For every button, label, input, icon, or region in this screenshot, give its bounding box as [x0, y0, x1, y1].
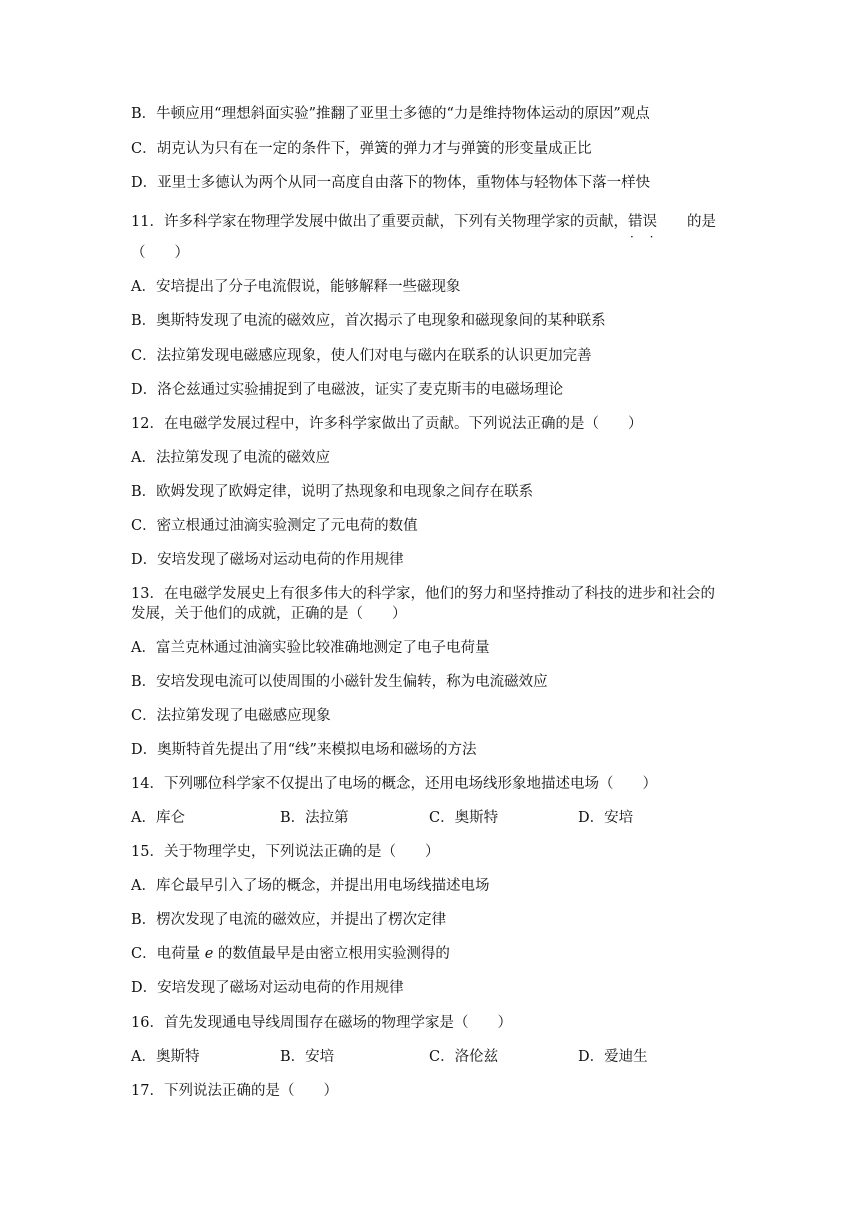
- q12-option-b: B．欧姆发现了欧姆定律，说明了热现象和电现象之间存在联系: [131, 484, 534, 500]
- q12-option-c: C．密立根通过油滴实验测定了元电荷的数值: [131, 518, 418, 534]
- q15-option-c-text: C．电荷量: [131, 946, 201, 962]
- q11-stem: [131, 212, 716, 232]
- q16-option-c: C．洛伦兹: [429, 1049, 499, 1065]
- q11-option-a: A．安培提出了分子电流假说，能够解释一些磁现象: [131, 279, 461, 295]
- q16-option-d: D．爱迪生: [578, 1049, 648, 1065]
- q14-option-b: B．法拉第: [280, 810, 349, 826]
- q14-option-c: C．奥斯特: [429, 810, 499, 826]
- q16-option-a: A．奥斯特: [131, 1049, 200, 1065]
- q11-stem-end: 的是: [686, 214, 716, 230]
- q14-option-a: A．库仑: [131, 810, 185, 826]
- q13-option-a: A．富兰克林通过油滴实验比较准确地测定了电子电荷量: [131, 640, 490, 656]
- q15-option-b: B．楞次发现了电流的磁效应，并提出了楞次定律: [131, 912, 447, 928]
- q15-stem: 15．关于物理学史，下列说法正确的是（ ）: [131, 844, 440, 860]
- charge-symbol-e: e: [204, 946, 214, 962]
- q12-option-a: A．法拉第发现了电流的磁效应: [131, 450, 330, 466]
- q10-option-c: C．胡克认为只有在一定的条件下，弹簧的弹力才与弹簧的形变量成正比: [131, 141, 592, 157]
- q13-stem-line1: 13．在电磁学发展史上有很多伟大的科学家，他们的努力和坚持推动了科技的进步和社会的: [131, 586, 715, 602]
- q12-stem: 12．在电磁学发展过程中，许多科学家做出了贡献。下列说法正确的是（ ）: [131, 416, 643, 432]
- q15-option-c-rest: 的数值最早是由密立根用实验测得的: [217, 946, 450, 962]
- q14-stem: 14．下列哪位科学家不仅提出了电场的概念，还用电场线形象地描述电场（ ）: [131, 776, 657, 792]
- q11-stem-text: 11．许多科学家在物理学发展中做出了重要贡献，下列有关物理学家的贡献，: [131, 214, 628, 230]
- q12-option-d: D．安培发现了磁场对运动电荷的作用规律: [131, 552, 404, 568]
- q15-option-c: [131, 944, 450, 964]
- q13-option-d: D．奥斯特首先提出了用“线”来模拟电场和磁场的方法: [131, 742, 477, 758]
- q11-option-d: D．洛仑兹通过实验捕捉到了电磁波，证实了麦克斯韦的电磁场理论: [131, 382, 564, 398]
- q11-paren: （ ）: [131, 245, 189, 261]
- q15-option-a: A．库仑最早引入了场的概念，并提出用电场线描述电场: [131, 878, 490, 894]
- q11-option-c: C．法拉第发现电磁感应现象，使人们对电与磁内在联系的认识更加完善: [131, 348, 592, 364]
- q15-option-d: D．安培发现了磁场对运动电荷的作用规律: [131, 980, 404, 996]
- q13-option-c: C．法拉第发现了电磁感应现象: [131, 708, 331, 724]
- q16-stem: 16．首先发现通电导线周围存在磁场的物理学家是（ ）: [131, 1015, 512, 1031]
- q10-option-d: D．亚里士多德认为两个从同一高度自由落下的物体，重物体与轻物体下落一样快: [131, 175, 651, 191]
- q11-emphasis: 错误 · ·: [628, 212, 657, 232]
- q13-option-b: B．安培发现电流可以使周围的小磁针发生偏转，称为电流磁效应: [131, 674, 548, 690]
- q11-option-b: B．奥斯特发现了电流的磁效应，首次揭示了电现象和磁现象间的某种联系: [131, 313, 606, 329]
- q14-option-d: D．安培: [578, 810, 634, 826]
- q10-option-b: B．牛顿应用“理想斜面实验”推翻了亚里士多德的“力是维持物体运动的原因”观点: [131, 106, 650, 122]
- q16-option-b: B．安培: [280, 1049, 335, 1065]
- q17-stem: 17．下列说法正确的是（ ）: [131, 1083, 338, 1099]
- q13-stem-line2: 发展，关于他们的成就，正确的是（ ）: [131, 606, 407, 622]
